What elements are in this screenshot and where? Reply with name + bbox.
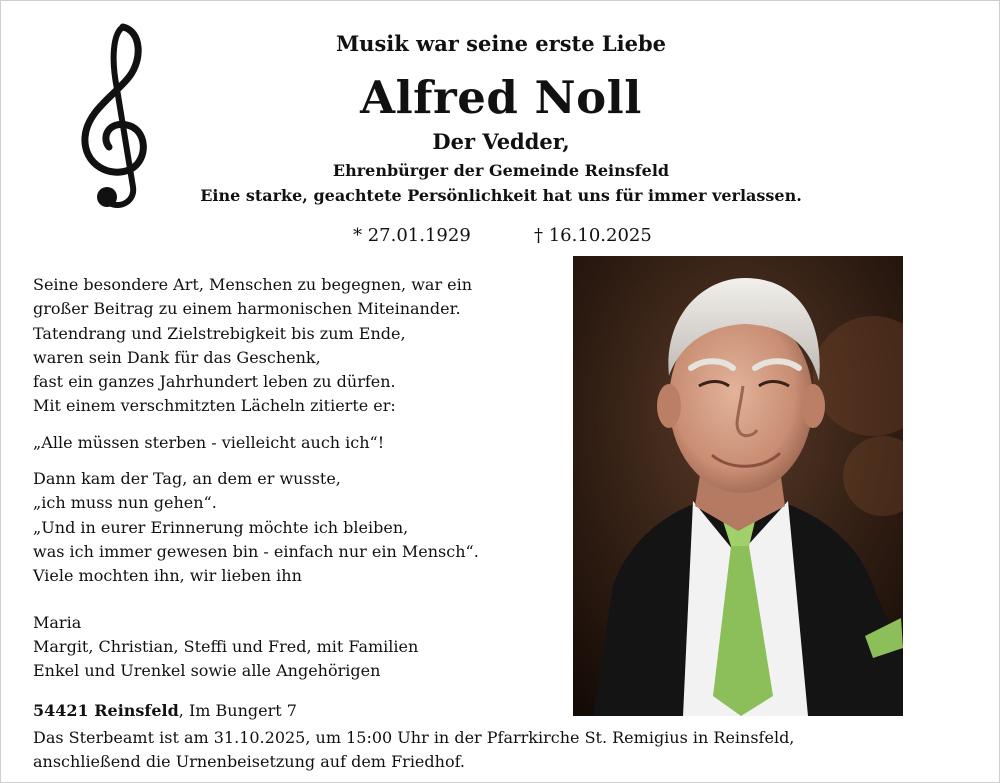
ceremony-info <box>33 726 794 774</box>
ceremony-line: Das Sterbeamt ist am 31.10.2025, um 15:00 Uhr in der Pfarrkirche St. Remigius in Reinsfeld, <box>33 728 795 747</box>
cross-icon: † <box>534 225 543 246</box>
poem-line: Viele mochten ihn, wir lieben ihn <box>33 566 302 586</box>
poem-line: Mit einem verschmitzten Lächeln zitierte er: <box>33 396 396 416</box>
deceased-name: Alfred Noll <box>360 71 642 124</box>
poem-line: Dann kam der Tag, an dem er wusste, <box>33 469 341 489</box>
address-street: , Im Bungert 7 <box>178 701 297 720</box>
poem-line: Tatendrang und Zielstrebigkeit bis zum Ende, <box>33 323 406 343</box>
nickname: Der Vedder, <box>432 129 570 154</box>
death-date: 16.10.2025 <box>548 225 652 246</box>
mourner: Enkel und Urenkel sowie alle Angehörigen <box>33 661 381 681</box>
address <box>33 701 297 720</box>
mourner: Margit, Christian, Steffi und Fred, mit Familien <box>33 636 419 656</box>
motto: Musik war seine erste Liebe <box>335 31 667 56</box>
death-date-block <box>534 225 652 246</box>
poem-line: Seine besondere Art, Menschen zu begegnen, war ein <box>33 275 473 294</box>
poem-line: waren sein Dank für das Geschenk, <box>33 347 321 367</box>
poem-line: was ich immer gewesen bin - einfach nur ein Mensch“. <box>33 541 479 561</box>
birth-date: * 27.01.1929 <box>353 225 471 246</box>
mourner: Maria <box>33 612 82 632</box>
tribute-line: Eine starke, geachtete Persönlichkeit hat uns für immer verlassen. <box>200 186 802 205</box>
poem-line: „ich muss nun gehen“. <box>33 493 217 513</box>
portrait-photo <box>573 256 903 716</box>
address-city: 54421 Reinsfeld <box>33 701 179 720</box>
poem <box>33 273 553 683</box>
poem-line: „Und in eurer Erinnerung möchte ich bleiben, <box>33 517 409 537</box>
quote: „Alle müssen sterben - vielleicht auch ich“! <box>33 432 385 452</box>
poem-line: großer Beitrag zu einem harmonischen Miteinander. <box>33 299 461 319</box>
poem-line: fast ein ganzes Jahrhundert leben zu dürfen. <box>33 372 396 392</box>
ceremony-line: anschließend die Urnenbeisetzung auf dem Friedhof. <box>33 752 466 771</box>
honorary-title: Ehrenbürger der Gemeinde Reinsfeld <box>332 161 670 180</box>
